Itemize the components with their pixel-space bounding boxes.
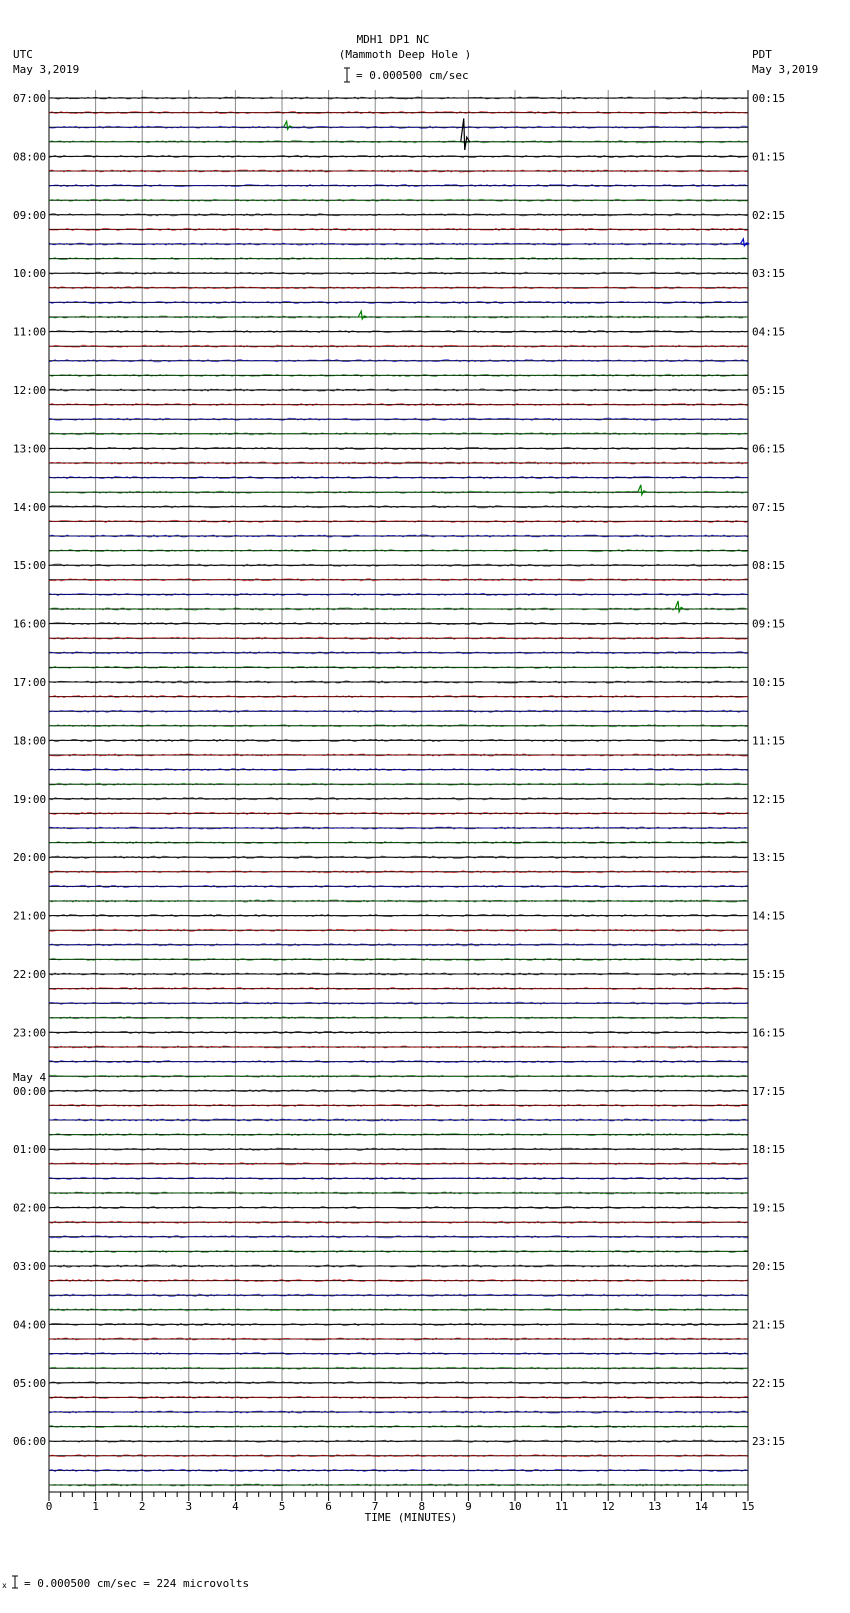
pdt-time-label: 23:15 — [752, 1435, 786, 1449]
utc-time-label: 20:00 — [13, 851, 47, 865]
utc-time-label: 03:00 — [13, 1260, 47, 1273]
pdt-time-label: 15:15 — [752, 968, 786, 981]
utc-time-label: 10:00 — [13, 267, 47, 281]
utc-time-label: 19:00 — [13, 792, 47, 806]
trace-noise-90 — [49, 1411, 748, 1413]
utc-time-label: 22:00 — [13, 968, 47, 981]
trace-noise-41 — [49, 696, 748, 698]
x-tick-label: 1 — [92, 1500, 99, 1513]
x-tick-label: 3 — [185, 1500, 193, 1513]
utc-time-label: 09:00 — [13, 208, 47, 222]
site-subtitle: (Mammoth Deep Hole ) — [338, 48, 472, 61]
utc-date-change-label: May 4 — [13, 1070, 47, 1084]
pdt-time-label: 10:15 — [752, 676, 786, 689]
x-tick-label: 6 — [325, 1500, 332, 1513]
trace-noise-46 — [49, 769, 748, 771]
footer-scale — [2, 1576, 249, 1590]
x-tick-label: 14 — [694, 1500, 709, 1513]
x-tick-label: 9 — [465, 1500, 472, 1513]
x-tick-label: 11 — [554, 1500, 569, 1513]
trace-noise-51 — [49, 842, 748, 844]
pdt-label: PDT — [752, 48, 772, 61]
utc-date: May 3,2019 — [13, 63, 80, 76]
x-axis-label: TIME (MINUTES) — [364, 1511, 458, 1524]
grid — [49, 90, 748, 1493]
event-spike-4 — [638, 485, 647, 495]
utc-time-label: 06:00 — [13, 1435, 47, 1449]
utc-time-label: 14:00 — [13, 500, 47, 514]
utc-time-label: 16:00 — [13, 617, 47, 631]
pdt-time-label: 21:15 — [752, 1318, 786, 1332]
pdt-time-label: 09:15 — [752, 617, 786, 631]
utc-time-label: 05:00 — [13, 1376, 47, 1390]
footer-marker-icon: x — [2, 1581, 7, 1590]
utc-time-label: 12:00 — [13, 384, 47, 397]
pdt-time-label: 07:15 — [752, 500, 786, 514]
utc-time-label: 01:00 — [13, 1143, 47, 1157]
utc-time-label: 02:00 — [13, 1201, 47, 1215]
trace-noise-16 — [49, 331, 748, 333]
pdt-date: May 3,2019 — [752, 63, 819, 76]
pdt-time-label: 14:15 — [752, 909, 786, 923]
pdt-time-label: 20:15 — [752, 1260, 786, 1273]
utc-label: UTC — [13, 48, 33, 61]
pdt-time-label: 04:15 — [752, 325, 786, 339]
pdt-time-label: 13:15 — [752, 851, 786, 865]
x-tick-label: 10 — [508, 1500, 522, 1513]
x-tick-label: 4 — [232, 1500, 239, 1513]
pdt-time-label: 02:15 — [752, 208, 786, 222]
utc-time-label: 04:00 — [13, 1318, 47, 1332]
trace-noise-6 — [49, 185, 748, 187]
pdt-time-label: 11:15 — [752, 734, 786, 748]
scale-bar — [344, 68, 469, 82]
pdt-time-label: 01:15 — [752, 150, 786, 164]
trace-noise-89 — [49, 1396, 748, 1398]
utc-time-label: 23:00 — [13, 1026, 47, 1040]
event-spike-5 — [675, 601, 684, 612]
utc-time-label: 21:00 — [13, 909, 47, 923]
utc-time-label: 13:00 — [13, 442, 47, 456]
scale-text: = 0.000500 cm/sec — [356, 69, 469, 82]
x-tick-label: 15 — [741, 1500, 755, 1513]
x-tick-label: 2 — [138, 1500, 146, 1513]
x-tick-label: 8 — [418, 1500, 426, 1513]
utc-time-label: 17:00 — [13, 676, 47, 689]
pdt-time-label: 00:15 — [752, 92, 786, 105]
pdt-time-label: 16:15 — [752, 1026, 786, 1040]
pdt-time-label: 05:15 — [752, 384, 786, 397]
pdt-time-label: 12:15 — [752, 792, 786, 806]
x-tick-label: 12 — [601, 1500, 615, 1513]
utc-time-label: 15:00 — [13, 559, 47, 573]
station-title: MDH1 DP1 NC — [356, 33, 430, 46]
x-tick-label: 13 — [648, 1500, 662, 1513]
footer-scale-text: = 0.000500 cm/sec = 224 microvolts — [24, 1577, 250, 1590]
trace-noise-23 — [49, 433, 748, 435]
pdt-time-label: 22:15 — [752, 1376, 786, 1390]
pdt-time-label: 03:15 — [752, 267, 786, 281]
pdt-time-label: 06:15 — [752, 442, 786, 456]
pdt-time-label: 18:15 — [752, 1143, 786, 1157]
x-tick-label: 7 — [371, 1500, 379, 1513]
trace-lines — [49, 97, 749, 1486]
pdt-time-label: 17:15 — [752, 1084, 786, 1098]
x-tick-label: 0 — [45, 1500, 53, 1513]
pdt-time-label: 19:15 — [752, 1201, 786, 1215]
utc-time-label: 08:00 — [13, 150, 47, 164]
pdt-time-label: 08:15 — [752, 559, 786, 573]
utc-time-label: 00:00 — [13, 1084, 47, 1098]
utc-time-label: 07:00 — [13, 92, 47, 105]
utc-time-label: 18:00 — [13, 734, 47, 748]
x-tick-label: 5 — [278, 1500, 286, 1513]
trace-noise-5 — [49, 170, 748, 172]
utc-time-label: 11:00 — [13, 325, 47, 339]
x-axis — [46, 1492, 755, 1513]
